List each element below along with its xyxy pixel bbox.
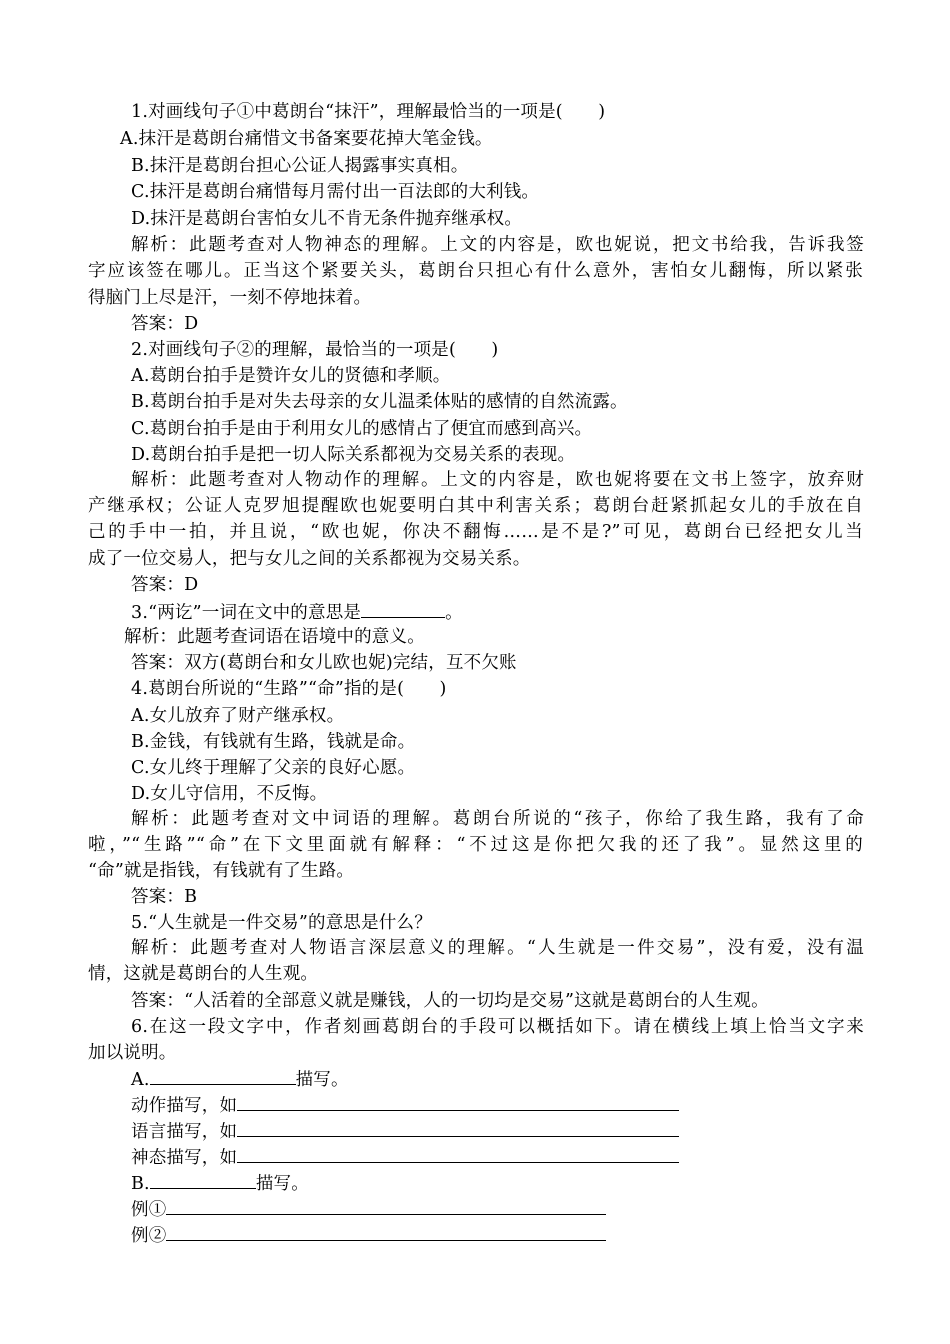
q4-option-b: B.金钱，有钱就有生路，钱就是命。 (131, 732, 416, 752)
q2-option-d: D.葛朗台拍手是把一切人际关系都视为交易关系的表现。 (131, 445, 576, 465)
q4-option-d: D.女儿守信用，不反悔。 (131, 784, 328, 804)
q1-option-c: C.抹汗是葛朗台痛惜每月需付出一百法郎的大利钱。 (131, 182, 540, 202)
q6-a-blank[interactable] (150, 1066, 296, 1085)
q6-stem-line2: 加以说明。 (88, 1043, 177, 1063)
q6-stem-line1: 6.在这一段文字中，作者刻画葛朗台的手段可以概括如下。请在横线上填上恰当文字来 (131, 1017, 864, 1037)
q3-stem (131, 599, 906, 626)
q4-explanation-line1: 解析：此题考查对文中词语的理解。葛朗台所说的“孩子，你给了我生路，我有了命 (131, 809, 864, 829)
q1-option-d: D.抹汗是葛朗台害怕女儿不肯无条件抛弃继承权。 (131, 209, 523, 229)
q4-option-c: C.女儿终于理解了父亲的良好心愿。 (131, 758, 416, 778)
q2-stem: 2.对画线句子②的理解，最恰当的一项是( ) (131, 340, 499, 360)
q6-b-blank[interactable] (150, 1170, 256, 1189)
q6-a-suffix: 描写。 (295, 1070, 349, 1090)
q5-stem: 5.“人生就是一件交易”的意思是什么？ (131, 913, 432, 933)
q1-option-b: B.抹汗是葛朗台担心公证人揭露事实真相。 (131, 156, 469, 176)
q2-explanation-line3 (88, 519, 863, 545)
q5-explanation-line1: 解析：此题考查对人物语言深层意义的理解。“人生就是一件交易”，没有爱，没有温 (131, 938, 864, 958)
q2-explanation-line2: 产继承权；公证人克罗旭提醒欧也妮要明白其中利害关系；葛朗台赶紧抓起女儿的手放在自 (88, 496, 863, 516)
q6-part-a (131, 1066, 906, 1093)
q2-option-a: A.葛朗台拍手是赞许女儿的贤德和孝顺。 (131, 366, 451, 386)
q4-option-a: A.女儿放弃了财产继承权。 (131, 706, 345, 726)
q5-answer: 答案：“人活着的全部意义就是赚钱，人的一切均是交易”这就是葛朗台的人生观。 (131, 991, 769, 1011)
q2-option-c: C.葛朗台拍手是由于利用女儿的感情占了便宜而感到高兴。 (131, 419, 593, 439)
q6-speech-label: 语言描写，如 (131, 1122, 238, 1142)
q6-example1-blank[interactable] (166, 1196, 606, 1215)
q3-stem-end: 。 (445, 603, 463, 623)
q4-explanation-line2: 啦，”“生路”“命”在下文里面就有解释：“不过这是你把欠我的还了我”。显然这里的 (88, 835, 863, 855)
q6-expression-row (131, 1144, 906, 1171)
q1-option-a: A.抹汗是葛朗台痛惜文书备案要花掉大笔金钱。 (120, 129, 493, 149)
q6-example2-row (131, 1222, 906, 1249)
q6-example2-label: 例② (131, 1226, 167, 1246)
q5-explanation-line2: 情，这就是葛朗台的人生观。 (88, 964, 319, 984)
q3-explanation: 解析：此题考查词语在语境中的意义。 (124, 627, 425, 647)
q6-b-label: B. (131, 1174, 150, 1194)
q6-action-blank[interactable] (237, 1092, 679, 1111)
q4-explanation-line3: “命”就是指钱，有钱就有了生路。 (88, 861, 355, 881)
q6-a-label: A. (131, 1070, 150, 1090)
q6-b-suffix: 描写。 (255, 1174, 309, 1194)
q2-option-b: B.葛朗台拍手是对失去母亲的女儿温柔体贴的感情的自然流露。 (131, 392, 628, 412)
q6-expression-blank[interactable] (237, 1144, 679, 1163)
q1-explanation-line2: 字应该签在哪儿。正当这个紧要关头，葛朗台只担心有什么意外，害怕女儿翻悔，所以紧张 (88, 261, 863, 281)
q6-speech-row (131, 1118, 906, 1145)
q3-answer: 答案：双方(葛朗台和女儿欧也妮)完结，互不欠账 (131, 653, 517, 673)
q3-stem-text: 3.“两讫”一词在文中的意思是 (131, 603, 362, 623)
q1-answer: 答案：D (131, 314, 199, 334)
q6-expression-label: 神态描写，如 (131, 1148, 238, 1168)
q6-part-b (131, 1170, 906, 1197)
q2-expl3-text-b: ，并且说，“欧也妮，你决不翻悔……是不是?”可见，葛朗台已经把女儿当 (209, 522, 863, 542)
q6-action-label: 动作描写，如 (131, 1096, 238, 1116)
q2-expl3-text-a: 己的手中 (88, 522, 169, 542)
q3-answer-blank[interactable] (361, 599, 445, 618)
q1-explanation-line1: 解析：此题考查对人物神态的理解。上文的内容是，欧也妮说，把文书给我，告诉我签 (131, 235, 864, 255)
q6-example2-blank[interactable] (166, 1222, 606, 1241)
q2-emphasis-mark: 一拍 (168, 522, 210, 542)
q4-answer: 答案：B (131, 887, 198, 907)
q1-stem: 1.对画线句子①中葛朗台“抹汗”，理解最恰当的一项是( ) (131, 102, 606, 122)
q2-answer: 答案：D (131, 575, 199, 595)
q6-action-row (131, 1092, 906, 1119)
q1-explanation-line3: 得脑门上尽是汗，一刻不停地抹着。 (88, 288, 372, 308)
q2-explanation-line4: 成了一位交易人，把与女儿之间的关系都视为交易关系。 (88, 549, 531, 569)
q6-speech-blank[interactable] (237, 1118, 679, 1137)
q6-example1-row (131, 1196, 906, 1223)
q6-example1-label: 例① (131, 1200, 167, 1220)
q4-stem: 4.葛朗台所说的“生路”“命”指的是( ) (131, 679, 447, 699)
q2-explanation-line1: 解析：此题考查对人物动作的理解。上文的内容是，欧也妮将要在文书上签字，放弃财 (131, 470, 864, 490)
